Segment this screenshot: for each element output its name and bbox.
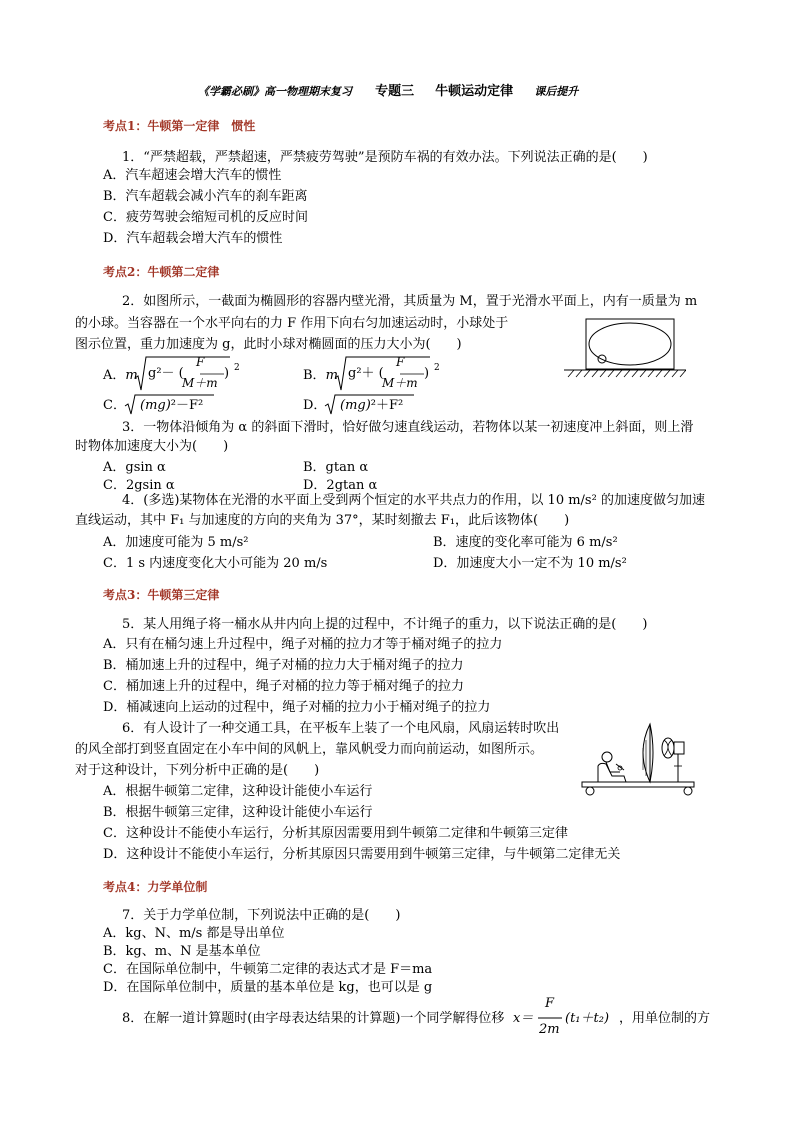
q1-option-d: D．汽车超载会增大汽车的惯性 (103, 231, 283, 246)
q6-line3: 对于这种设计，下列分析中正确的是( ) (75, 763, 320, 778)
q2-option-b-den: M＋m (382, 376, 418, 390)
q1-option-b: B．汽车超载会减小汽车的刹车距离 (103, 189, 308, 204)
q7-stem: 7．关于力学单位制，下列说法中正确的是( ) (122, 908, 401, 923)
q4-option-d: D．加速度大小一定不为 10 m/s² (433, 556, 627, 571)
section-heading-1: 考点1：牛顿第一定律 惯性 (103, 119, 256, 133)
q2-line1: 2．如图所示，一截面为椭圆形的容器内壁光滑，其质量为 M，置于光滑水平面上，内有一质量为 m (122, 294, 698, 309)
q2-line2: 的小球。当容器在一个水平向右的力 F 作用下向右匀加速运动时，小球处于 (75, 316, 509, 331)
q8-text-post: ，用单位制的方 (619, 1011, 711, 1026)
q6-cart-figure (580, 720, 698, 798)
q5-option-b: B．桶加速上升的过程中，绳子对桶的拉力大于桶对绳子的拉力 (103, 658, 464, 673)
q2-option-b-close: ) (424, 366, 430, 381)
header-title: 牛顿运动定律 (435, 84, 514, 99)
q8-text-pre: 8．在解一道计算题时(由字母表达结果的计算题)一个同学解得位移 (122, 1011, 505, 1026)
q2-option-a-close: ) (224, 366, 230, 381)
q1-option-c: C．疲劳驾驶会缩短司机的反应时间 (103, 210, 308, 225)
q7-option-c: C．在国际单位制中，牛顿第二定律的表达式才是 F＝ma (103, 962, 433, 977)
q5-option-c: C．桶加速上升的过程中，绳子对桶的拉力等于桶对绳子的拉力 (103, 679, 464, 694)
header-topic: 专题三 (375, 84, 415, 99)
q3-option-d: D．2gtan α (303, 478, 378, 493)
q3-option-a: A．gsin α (103, 460, 166, 475)
q6-line1: 6．有人设计了一种交通工具，在平板车上装了一个电风扇，风扇运转时吹出 (122, 721, 560, 736)
q8-x: x＝ (513, 1011, 534, 1026)
q2-option-a-den: M＋m (182, 376, 218, 390)
q2-option-d: D． (303, 398, 327, 413)
q4-line1: 4．(多选)某物体在光滑的水平面上受到两个恒定的水平共点力的作用，以 10 m/s² 的加速度做匀加速 (122, 493, 705, 508)
q6-option-c: C．这种设计不能使小车运行，分析其原因需要用到牛顿第二定律和牛顿第三定律 (103, 826, 568, 841)
q4-option-a: A．加速度可能为 5 m/s² (103, 535, 249, 550)
q8-paren: (t₁＋t₂) (565, 1011, 610, 1026)
header-left: 《学霸必刷》高一物理期末复习 (198, 85, 352, 98)
q2-option-a-sq: 2 (234, 363, 240, 373)
q2-option-c-expr: (mg)²－F² (140, 398, 204, 413)
q2-option-c: C． (103, 398, 126, 413)
q4-option-c: C．1 s 内速度变化大小可能为 20 m/s (103, 556, 328, 571)
page-header (198, 80, 578, 99)
q6-line2: 的风全部打到竖直固定在小车中间的风帆上，靠风帆受力而向前运动，如图所示。 (75, 742, 544, 757)
q8-frac-bar (538, 1016, 562, 1020)
q2-container-figure (564, 317, 686, 379)
q7-option-d: D．在国际单位制中，质量的基本单位是 kg，也可以是 g (103, 980, 433, 995)
section-heading-3: 考点3：牛顿第三定律 (103, 588, 220, 602)
section-heading-4: 考点4：力学单位制 (103, 880, 208, 894)
q2-option-b-sq: 2 (434, 363, 440, 373)
q5-option-d: D．桶减速向上运动的过程中，绳子对桶的拉力小于桶对绳子的拉力 (103, 700, 491, 715)
q3-option-b: B．gtan α (303, 460, 369, 475)
q5-option-a: A．只有在桶匀速上升过程中，绳子对桶的拉力才等于桶对绳子的拉力 (103, 637, 503, 652)
q8-frac-den: 2m (539, 1022, 560, 1037)
q3-line1: 3．一物体沿倾角为 α 的斜面下滑时，恰好做匀速直线运动，若物体以某一初速度冲上斜面，则上滑 (122, 420, 694, 435)
q6-option-b: B．根据牛顿第三定律，这种设计能使小车运行 (103, 805, 373, 820)
q2-option-b: B．m (303, 368, 338, 383)
q2-line3: 图示位置，重力加速度为 g，此时小球对椭圆面的压力大小为( ) (75, 337, 462, 352)
q2-option-a: A．m (103, 368, 138, 383)
q2-option-b-num: F (396, 355, 405, 369)
q1-option-a: A．汽车超速会增大汽车的惯性 (103, 168, 282, 183)
q1-stem: 1．“严禁超载，严禁超速，严禁疲劳驾驶”是预防车祸的有效办法。下列说法正确的是( ) (122, 150, 648, 165)
header-right: 课后提升 (534, 85, 579, 98)
q6-option-a: A．根据牛顿第二定律，这种设计能使小车运行 (103, 784, 373, 799)
q7-option-b: B．kg、m、N 是基本单位 (103, 944, 261, 959)
q2-option-b-g2: g²＋ ( (348, 366, 384, 381)
q2-option-d-expr: (mg)²＋F² (340, 398, 404, 413)
q3-line2: 时物体加速度大小为( ) (75, 439, 229, 454)
q7-option-a: A．kg、N、m/s 都是导出单位 (103, 926, 285, 941)
q4-option-b: B．速度的变化率可能为 6 m/s² (433, 535, 618, 550)
section-heading-2: 考点2：牛顿第二定律 (103, 265, 220, 279)
q2-option-a-num: F (196, 355, 205, 369)
q6-option-d: D．这种设计不能使小车运行，分析其原因只需要用到牛顿第三定律，与牛顿第二定律无关 (103, 847, 621, 862)
q3-option-c: C．2gsin α (103, 478, 175, 493)
q4-line2: 直线运动，其中 F₁ 与加速度的方向的夹角为 37°，某时刻撤去 F₁，此后该物体( ) (75, 513, 570, 528)
q5-stem: 5．某人用绳子将一桶水从井内向上提的过程中，不计绳子的重力，以下说法正确的是( ) (122, 617, 648, 632)
q2-option-a-g2: g²－ ( (148, 366, 184, 381)
q8-frac-num: F (545, 996, 555, 1011)
